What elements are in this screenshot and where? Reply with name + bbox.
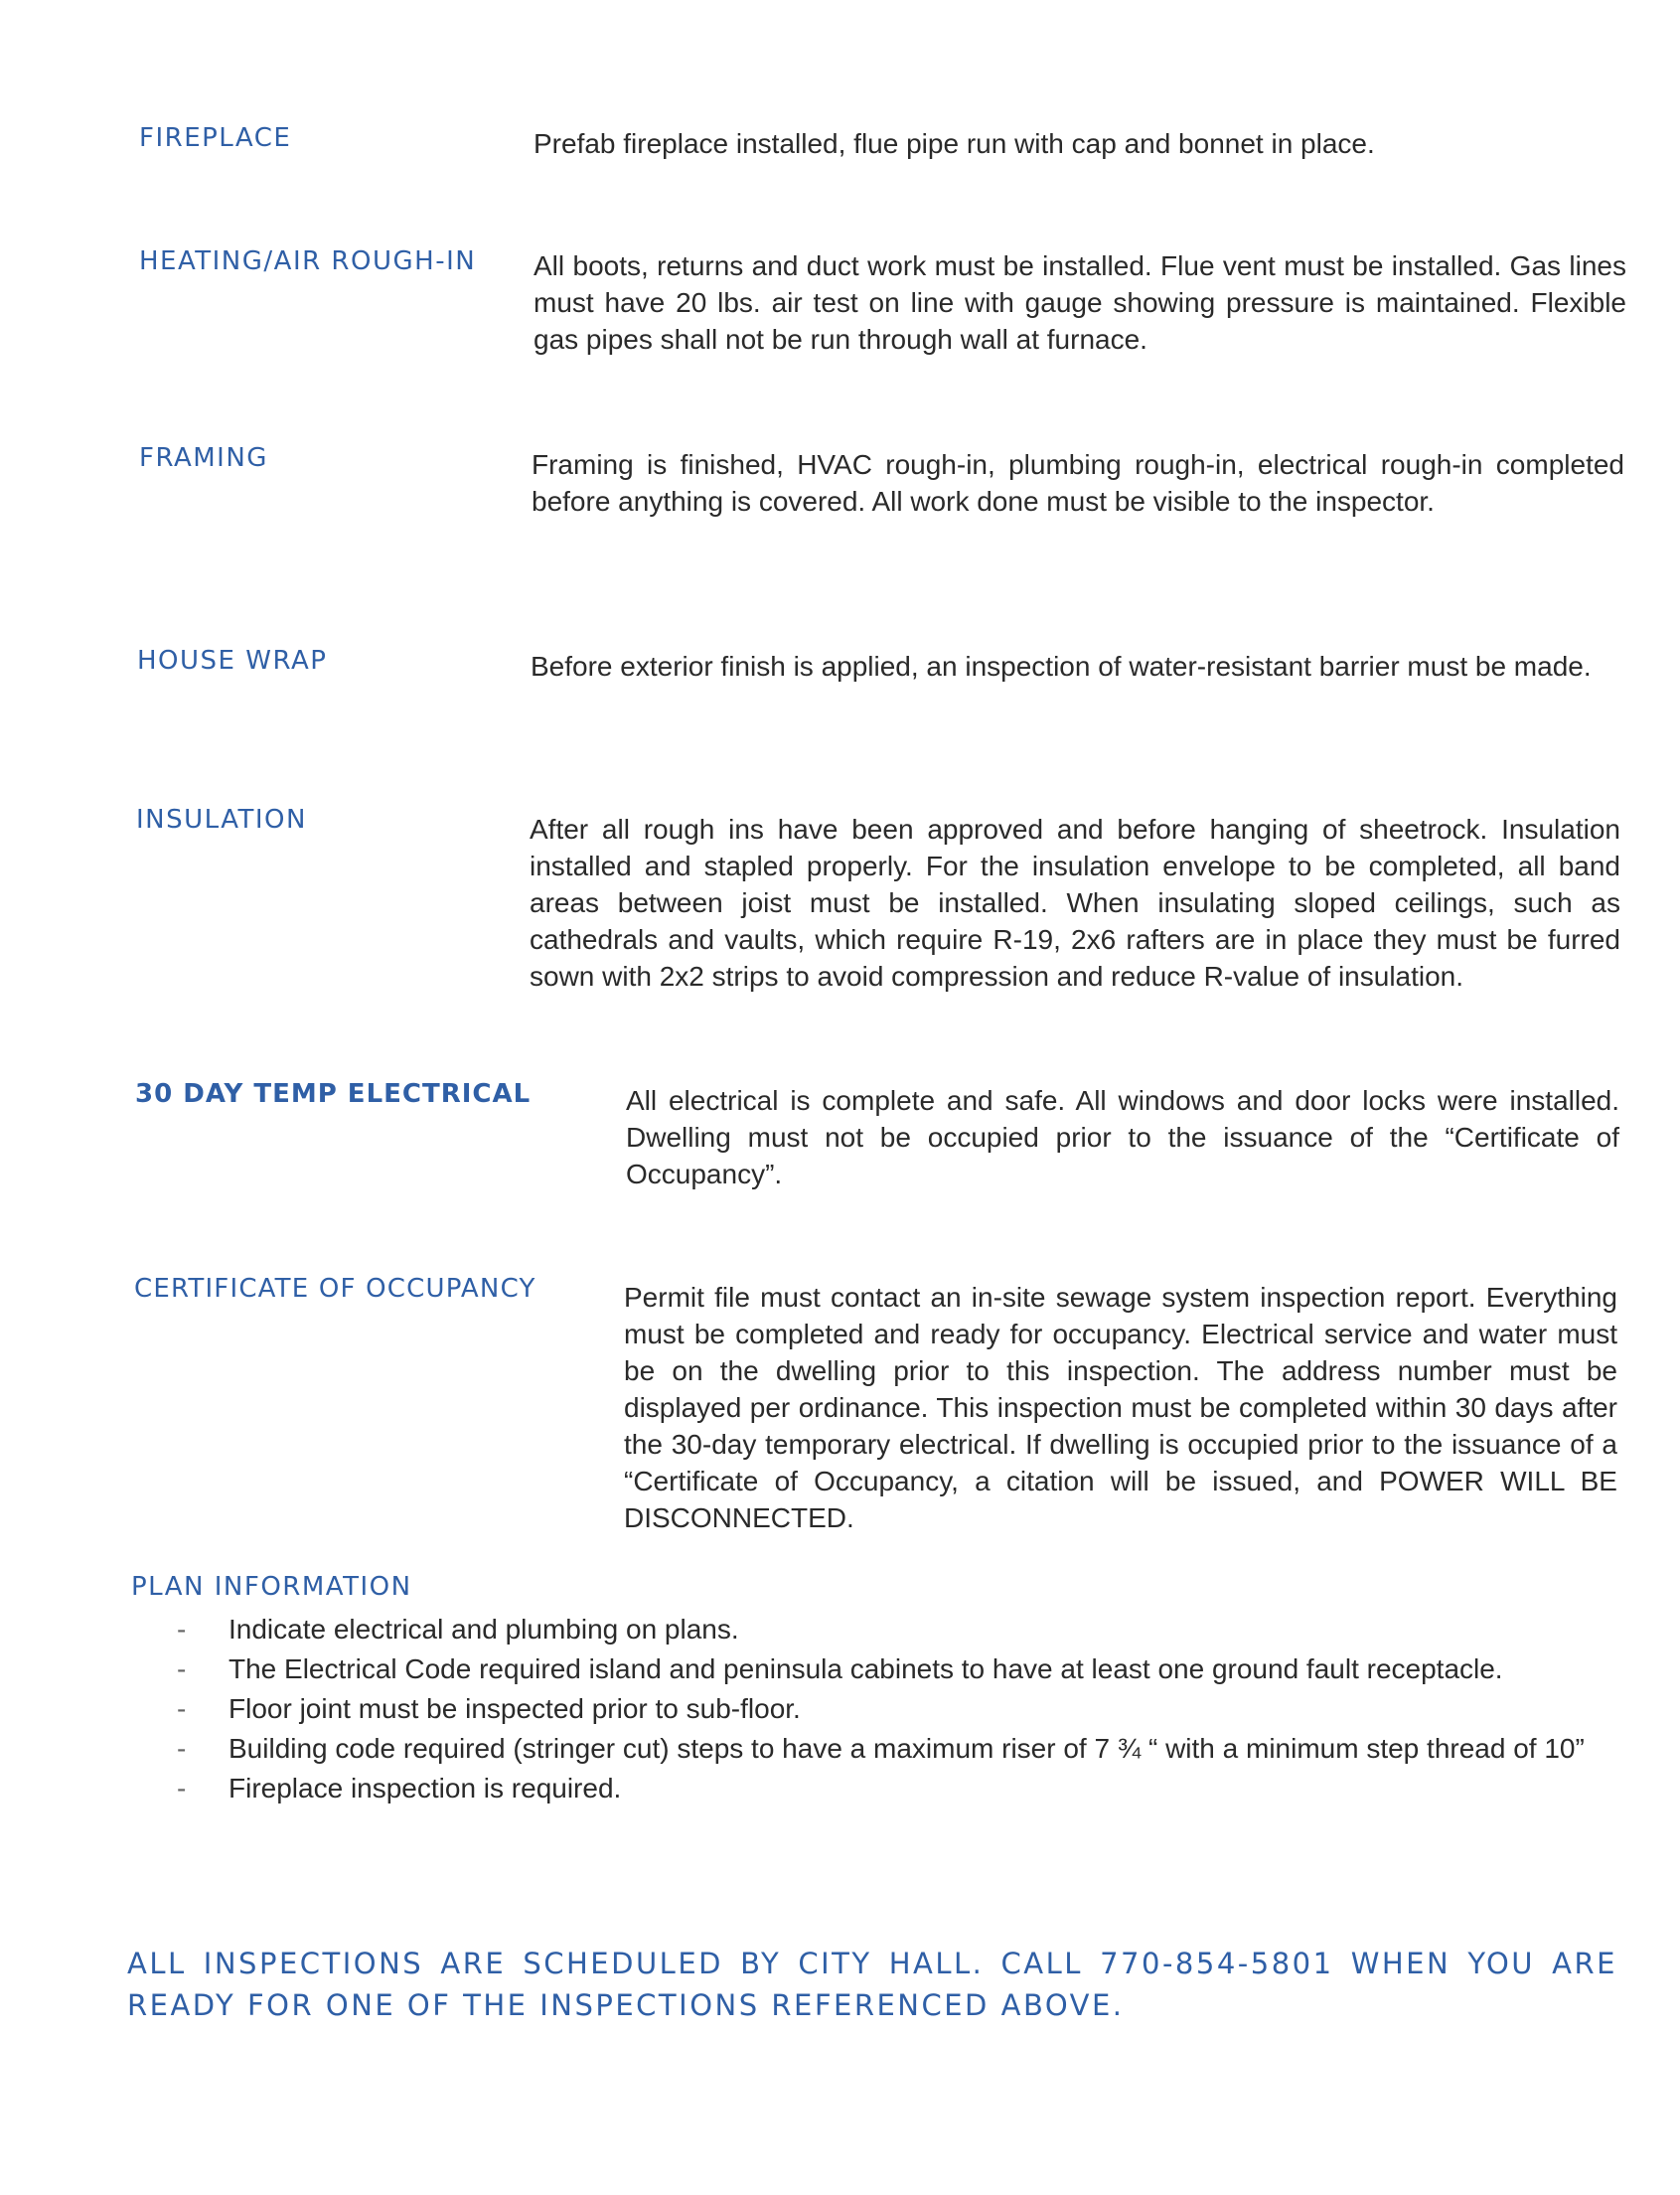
plan-item — [177, 1731, 1617, 1767]
section-heading-framing: FRAMING — [139, 443, 268, 473]
section-heading-heating-air: HEATING/AIR ROUGH-IN — [139, 246, 477, 276]
section-text-certificate-of-occupancy: Permit file must contact an in-site sewage system inspection report. Everything must be completed and ready for occupancy. Electrical service and water must be on the dwelling prior to this inspection. The address number must be displayed per ordinance. This inspection must be completed within 30 days after the 30-day temporary electrical. If dwelling is occupied prior to the issuance of a “Certificate of Occupancy, a citation will be issued, and POWER WILL BE DISCONNECTED. — [624, 1282, 1617, 1533]
section-heading-insulation: INSULATION — [136, 805, 307, 835]
bullet-dash: - — [177, 1653, 187, 1684]
plan-item — [177, 1649, 1617, 1689]
scheduling-notice: ALL INSPECTIONS ARE SCHEDULED BY CITY HALL. CALL 770-854-5801 WHEN YOU ARE READY FOR ONE OF THE INSPECTIONS REFERENCED ABOVE. — [127, 1947, 1617, 2022]
plan-information-list — [177, 1610, 1617, 1808]
plan-item — [177, 1769, 1617, 1808]
plan-item-text: Fireplace inspection is required. — [229, 1773, 622, 1803]
section-text-heating-air: All boots, returns and duct work must be installed. Flue vent must be installed. Gas lines must have 20 lbs. air test on line with gauge showing pressure is maintained. Flexible gas pipes shall not be run through wall at furnace. — [534, 250, 1626, 355]
plan-item — [177, 1610, 1617, 1649]
section-text-insulation: After all rough ins have been approved and before hanging of sheetrock. Insulation installed and stapled properly. For the insulation envelope to be completed, all band areas between joist must be installed. When insulating sloped ceilings, such as cathedrals and vaults, which require R-19, 2x6 rafters are in place they must be furred sown with 2x2 strips to avoid compression and reduce R-value of insulation. — [530, 814, 1620, 992]
section-text-temp-electrical: All electrical is complete and safe. All windows and door locks were installed. Dwelling must not be occupied prior to the issuance of the “Certificate of Occupancy”. — [626, 1085, 1619, 1189]
bullet-dash: - — [177, 1614, 187, 1645]
bullet-dash: - — [177, 1693, 187, 1724]
plan-item — [177, 1689, 1617, 1729]
section-heading-certificate-of-occupancy: CERTIFICATE OF OCCUPANCY — [134, 1274, 536, 1304]
bullet-dash: - — [177, 1733, 187, 1764]
section-heading-house-wrap: HOUSE WRAP — [137, 646, 328, 676]
bullet-dash: - — [177, 1773, 187, 1803]
section-text-house-wrap: Before exterior finish is applied, an inspection of water-resistant barrier must be made. — [531, 651, 1592, 682]
section-heading-temp-electrical: 30 DAY TEMP ELECTRICAL — [135, 1079, 532, 1109]
plan-item-text: Building code required (stringer cut) steps to have a maximum riser of 7 ¾ “ with a minimum step thread of 10” — [229, 1733, 1585, 1764]
plan-item-text: Floor joint must be inspected prior to sub-floor. — [229, 1693, 801, 1724]
section-heading-fireplace: FIREPLACE — [139, 123, 292, 153]
plan-item-text: Indicate electrical and plumbing on plans. — [229, 1614, 739, 1645]
plan-item-text: The Electrical Code required island and peninsula cabinets to have at least one ground fault receptacle. — [229, 1653, 1503, 1684]
plan-information-heading: PLAN INFORMATION — [131, 1572, 412, 1602]
section-text-fireplace: Prefab fireplace installed, flue pipe run with cap and bonnet in place. — [534, 128, 1375, 159]
section-text-framing: Framing is finished, HVAC rough-in, plumbing rough-in, electrical rough-in completed before anything is covered. All work done must be visible to the inspector. — [532, 449, 1624, 517]
